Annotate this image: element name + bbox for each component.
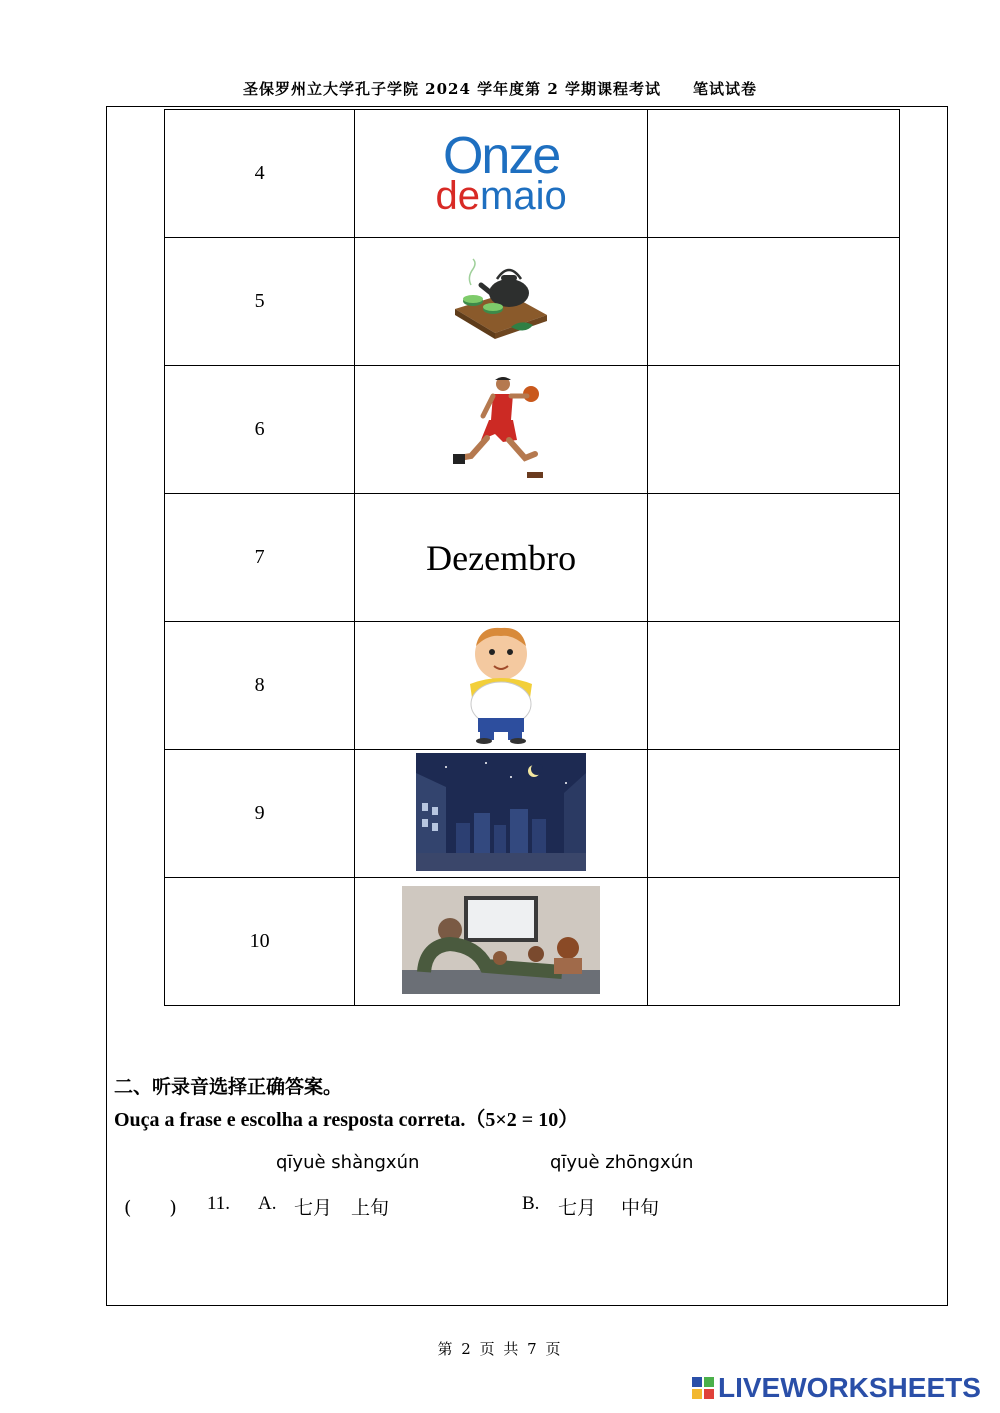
row-number: 10 (165, 878, 355, 1006)
logo-word-maio: maio (480, 173, 567, 218)
picture-cell (355, 110, 648, 238)
liveworksheets-logo-icon (692, 1377, 714, 1399)
family-watching-tv-image (402, 886, 600, 994)
option-a-pinyin: qīyuè shàngxún (276, 1152, 420, 1173)
brand-name: LIVEWORKSHEETS (718, 1372, 981, 1403)
option-b-text: 七月 中旬 (558, 1197, 660, 1219)
liveworksheets-brand (692, 1372, 981, 1404)
answer-cell[interactable] (647, 494, 899, 622)
option-b-pinyin: qīyuè zhōngxún (550, 1152, 694, 1173)
answer-cell[interactable] (647, 110, 899, 238)
onze-de-maio-logo (435, 127, 567, 218)
answer-cell[interactable] (647, 238, 899, 366)
table-row (165, 750, 900, 878)
table-row (165, 238, 900, 366)
picture-cell (355, 238, 648, 366)
picture-cell (355, 750, 648, 878)
month-word-dezembro: Dezembro (426, 537, 577, 578)
row-number: 9 (165, 750, 355, 878)
table-row (165, 622, 900, 750)
question-number: 11. (207, 1193, 231, 1214)
answer-cell[interactable] (647, 750, 899, 878)
picture-cell (355, 622, 648, 750)
answer-cell[interactable] (647, 622, 899, 750)
tea-set-image (451, 257, 551, 343)
logo-word-onze: Onze (442, 127, 560, 186)
answer-blank[interactable]: ( ) (124, 1197, 177, 1219)
table-row (165, 110, 900, 238)
table-row (165, 878, 900, 1006)
picture-cell (355, 366, 648, 494)
logo-word-de: de (435, 173, 481, 218)
chubby-boy-image (456, 624, 546, 744)
table-row (165, 494, 900, 622)
picture-cell (355, 494, 648, 622)
option-a-letter: A. (258, 1193, 277, 1214)
exam-header: 圣保罗州立大学孔子学院 2024 学年度第 2 学期课程考试 笔试试卷 (242, 80, 758, 98)
row-number: 7 (165, 494, 355, 622)
row-number: 6 (165, 366, 355, 494)
row-number: 4 (165, 110, 355, 238)
section-subtitle: Ouça a frase e escolha a resposta correta.（5×2 = 10） (114, 1109, 579, 1131)
section-title: 二、听录音选择正确答案。 (114, 1076, 343, 1098)
row-number: 8 (165, 622, 355, 750)
page-footer: 第 2 页 共 7 页 (437, 1340, 563, 1358)
answer-cell[interactable] (647, 366, 899, 494)
option-a-text: 七月 上旬 (294, 1197, 390, 1219)
table-row (165, 366, 900, 494)
vocabulary-table (164, 109, 900, 1006)
section-two (114, 1072, 578, 1132)
basketball-player-image (451, 374, 551, 482)
row-number: 5 (165, 238, 355, 366)
picture-cell (355, 878, 648, 1006)
night-city-image (416, 753, 586, 871)
option-b-letter: B. (522, 1193, 540, 1214)
answer-cell[interactable] (647, 878, 899, 1006)
